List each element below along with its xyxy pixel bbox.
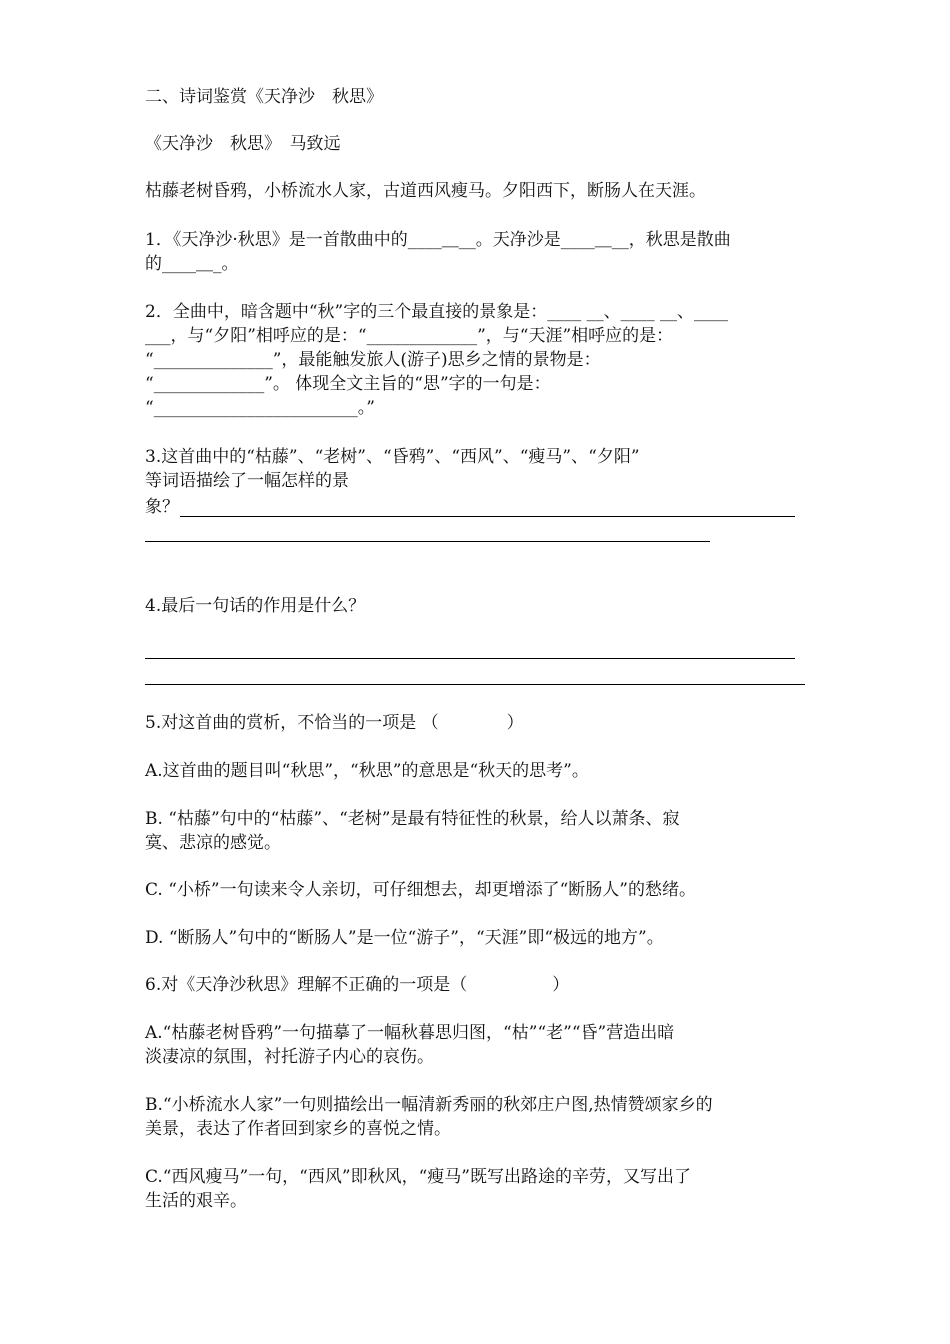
q3-line1: 3.这首曲中的“枯藤”、“老树”、“昏鸦”、“西风”、“瘦马”、“夕阳”	[145, 447, 640, 467]
q3-line2: 等词语描绘了一幅怎样的景	[145, 471, 349, 491]
q4-question: 4.最后一句话的作用是什么？	[145, 596, 366, 616]
q2-line5: “________________________。”	[145, 398, 375, 418]
q5-option-d: D. “断肠人”句中的“断肠人”是一位“游子”，“天涯”即“极远的地方”。	[145, 928, 664, 948]
q3-answer-line-1[interactable]	[180, 516, 795, 517]
section-title: 二、诗词鉴赏《天净沙 秋思》	[145, 87, 383, 107]
q6-option-b-line2: 美景，表达了作者回到家乡的喜悦之情。	[145, 1119, 451, 1139]
q1-line2: 的____＿_。	[145, 254, 239, 274]
q6-question: 6.对《天净沙秋思》理解不正确的一项是（ ）	[145, 975, 570, 995]
q6-option-c-line1: C.“西风瘦马”一句，“西风”即秋风，“瘦马”既写出路途的辛劳，又写出了	[145, 1167, 691, 1187]
q1-line1: 1．《天净沙·秋思》是一首散曲中的____＿__。天净沙是____＿__，秋思是散曲	[145, 230, 731, 250]
q4-answer-line-1[interactable]	[145, 658, 795, 659]
poem-text: 枯藤老树昏鸦，小桥流水人家，古道西风瘦马。夕阳西下，断肠人在天涯。	[145, 181, 706, 201]
q5-option-c: C. “小桥”一句读来令人亲切，可仔细想去，却更增添了“断肠人”的愁绪。	[145, 880, 696, 900]
q2-line1: 2．全曲中，暗含题中“秋”字的三个最直接的景象是：____ __、____ __、____	[145, 302, 729, 322]
q6-option-c-line2: 生活的艰辛。	[145, 1191, 247, 1211]
q4-answer-line-2[interactable]	[145, 684, 805, 685]
q3-line3: 象？	[145, 497, 179, 517]
q2-line3: “______________”，最能触发旅人(游子)思乡之情的景物是：	[145, 350, 601, 370]
q5-option-b-line1: B. “枯藤”句中的“枯藤”、“老树”是最有特征性的秋景，给人以萧条、寂	[145, 809, 680, 829]
q2-line2: ___，与“夕阳”相呼应的是：“_____________”，与“天涯”相呼应的是：	[145, 326, 674, 346]
q5-option-b-line2: 寞、悲凉的感觉。	[145, 833, 281, 853]
q5-question: 5.对这首曲的赏析，不恰当的一项是 （ ）	[145, 713, 524, 733]
q6-option-a-line2: 淡凄凉的氛围，衬托游子内心的哀伤。	[145, 1047, 434, 1067]
q5-option-a: A.这首曲的题目叫“秋思”，“秋思”的意思是“秋天的思考”。	[145, 761, 589, 781]
q3-answer-line-2[interactable]	[145, 541, 710, 542]
poem-title: 《天净沙 秋思》 马致远	[145, 134, 341, 154]
q6-option-b-line1: B.“小桥流水人家”一句则描绘出一幅清新秀丽的秋郊庄户图,热情赞颂家乡的	[145, 1095, 713, 1115]
q6-option-a-line1: A.“枯藤老树昏鸦”一句描摹了一幅秋暮思归图，“枯”“老”“昏”营造出暗	[145, 1023, 675, 1043]
q2-line4: “_____________”。 体现全文主旨的“思”字的一句是：	[145, 374, 551, 394]
